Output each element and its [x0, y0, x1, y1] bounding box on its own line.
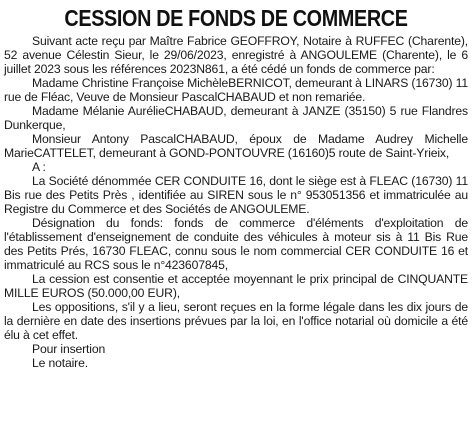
- to-label: A :: [32, 160, 46, 174]
- seller-3-paragraph: Monsieur Antony PascalCHABAUD, époux de Madame Audrey Michelle MarieCATTELET, demeurant à GOND-PONTOUVRE (16160)5 route de Saint-Yrieix,: [4, 132, 468, 160]
- seller-1-paragraph: Madame Christine Françoise MichèleBERNICOT, demeurant à LINARS (16730) 11 rue de Fléac, Veuve de Monsieur PascalCHABAUD et non remariée.: [4, 76, 468, 104]
- designation-paragraph: Désignation du fonds: fonds de commerce d'éléments d'exploitation de l'établissement d'enseignement de conduite des véhicules à moteur sis à 11 Bis Rue des Petits Prés, 16730 FLEAC, connu sous le nom commercial CER CONDUITE 16 et immatriculé au RCS sous le n°423607845,: [4, 216, 468, 272]
- notice-title: CESSION DE FONDS DE COMMERCE: [64, 5, 408, 31]
- closing-insertion: Pour insertion: [32, 342, 106, 356]
- notice-body: [4, 34, 468, 370]
- intro-paragraph: Suivant acte reçu par Maître Fabrice GEOFFROY, Notaire à RUFFEC (Charente), 52 avenue Célestin Sieur, le 29/06/2023, enregistré à ANGOULEME (Charente), le 6 juillet 2023 sous les références 2023N861, a été cédé un fonds de commerce par:: [4, 34, 468, 76]
- buyer-paragraph: La Société dénommée CER CONDUITE 16, dont le siège est à FLEAC (16730) 11 Bis rue des Petits Près , identifiée au SIREN sous le n° 953051356 et immatriculée au Registre du Commerce et des Sociétés de ANGOULEME.: [4, 174, 468, 216]
- closing-signature: Le notaire.: [32, 356, 88, 370]
- seller-2-paragraph: Madame Mélanie AurélieCHABAUD, demeurant à JANZE (35150) 5 rue Flandres Dunkerque,: [4, 104, 468, 132]
- price-paragraph: La cession est consentie et acceptée moyennant le prix principal de CINQUANTE MILLE EUROS (50.000,00 EUR),: [4, 272, 468, 300]
- oppositions-paragraph: Les oppositions, s'il y a lieu, seront reçues en la forme légale dans les dix jours de la dernière en date des insertions prévues par la loi, en l'office notarial où domicile a été élu à cet effet.: [4, 300, 468, 342]
